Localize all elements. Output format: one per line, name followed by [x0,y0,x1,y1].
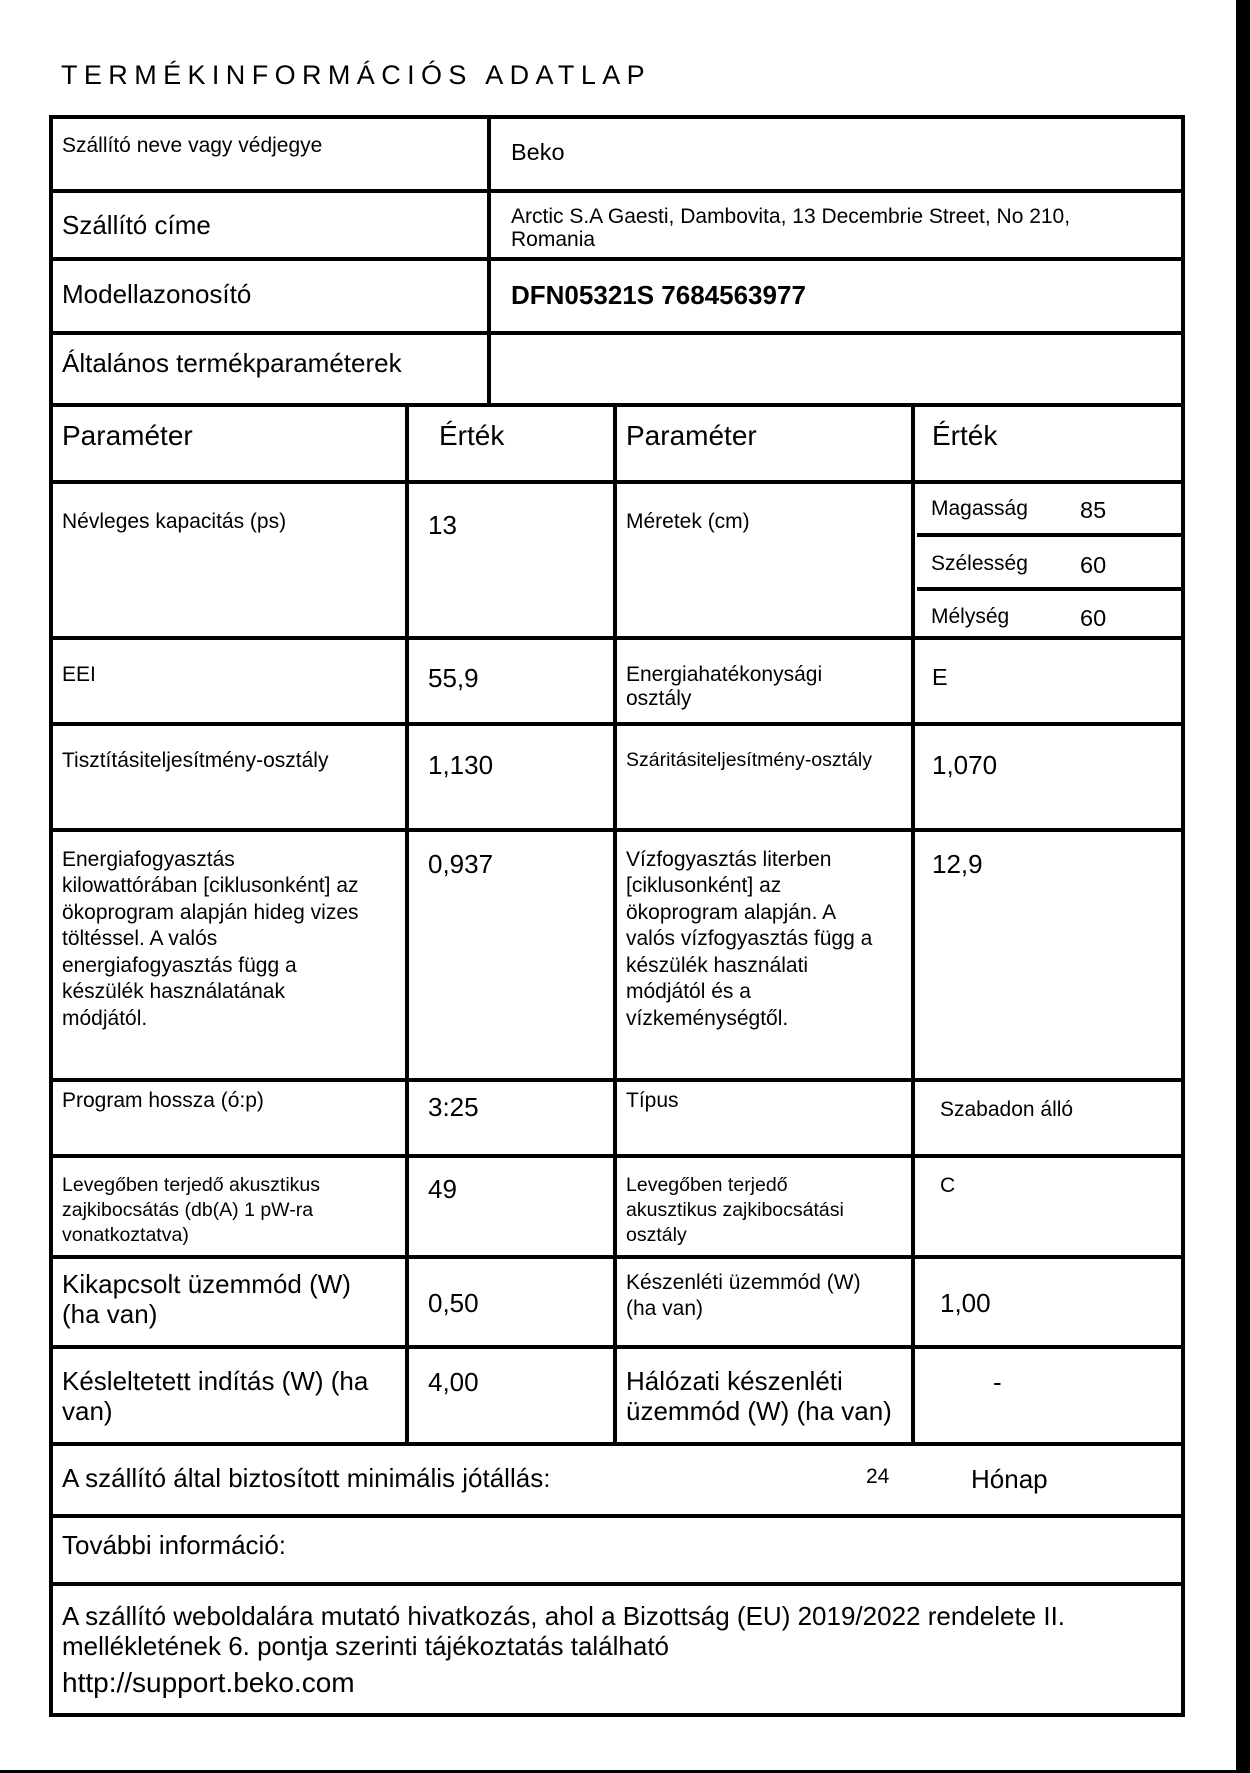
capacity-label: Névleges kapacitás (ps) [62,510,287,533]
warranty-value: 24 [866,1465,890,1488]
energy-consumption-value: 0,937 [428,849,494,879]
warranty-label: A szállító által biztosított minimális jótállás: [62,1463,551,1493]
dimensions-label: Méretek (cm) [626,510,750,533]
energy-class-label: Energiahatékonysági osztály [626,663,823,711]
rule [49,722,1185,726]
rule [917,533,1185,537]
rule [49,1078,1185,1082]
header-value-right: Érték [932,420,998,451]
supplier-website-link[interactable]: http://support.beko.com [62,1667,355,1698]
supplier-address-value: Arctic S.A Gaesti, Dambovita, 13 Decembrie Street, No 210, Romania [511,205,1071,252]
width-label: Szélesség [931,552,1028,575]
program-duration-value: 3:25 [428,1092,479,1122]
delayed-start-label: Késleltetett indítás (W) (ha van) [62,1366,369,1426]
drying-value: 1,070 [932,750,998,780]
further-info-label: További információ: [62,1530,286,1560]
general-params-label: Általános termékparaméterek [62,348,402,378]
height-label: Magasság [931,497,1028,520]
capacity-value: 13 [428,510,457,540]
frame-left [49,115,53,1717]
network-standby-value: - [993,1367,1002,1397]
depth-value: 60 [1080,605,1107,631]
rule [487,115,491,405]
rule [49,257,1185,261]
rule [49,480,1185,484]
noise-label: Levegőben terjedő akusztikus zajkibocsátás (db(A) 1 pW-ra vonatkoztatva) [62,1174,321,1246]
rule [49,1582,1185,1586]
off-mode-value: 0,50 [428,1288,479,1318]
header-parameter-left: Paraméter [62,420,193,451]
standby-mode-label: Készenléti üzemmód (W) (ha van) [626,1271,861,1320]
energy-consumption-label: Energiafogyasztás kilowattórában [ciklusonként] az ökoprogram alapján hideg vizes töltéssel. A valós energiafogyasztás függ a készülék használatának módjától. [62,848,359,1030]
energy-class-value: E [932,664,948,690]
supplier-name-label: Szállító neve vagy védjegye [62,134,323,157]
height-value: 85 [1080,497,1107,523]
standby-mode-value: 1,00 [940,1288,991,1318]
cleaning-value: 1,130 [428,750,494,780]
rule [49,331,1185,335]
rule [49,403,1185,407]
rule [49,1255,1185,1259]
rule [49,1514,1185,1518]
water-consumption-value: 12,9 [932,849,983,879]
header-value-left: Érték [439,420,505,451]
frame-bottom [49,1713,1185,1717]
eei-value: 55,9 [428,663,479,693]
model-label: Modellazonosító [62,279,252,309]
network-standby-label: Hálózati készenléti üzemmód (W) (ha van) [626,1366,892,1426]
rule [49,828,1185,832]
off-mode-label: Kikapcsolt üzemmód (W) (ha van) [62,1269,351,1329]
noise-class-label: Levegőben terjedő akusztikus zajkibocsátási osztály [626,1174,844,1246]
water-consumption-label: Vízfogyasztás literben [ciklusonként] az ökoprogram alapján. A valós vízfogyasztás függ a készülék használati módjától és a vízkeménységtől. [626,848,873,1030]
type-value: Szabadon álló [940,1098,1074,1121]
rule [49,1442,1185,1446]
supplier-address-label: Szállító címe [62,210,211,240]
noise-value: 49 [428,1174,457,1204]
rule [49,1154,1185,1158]
rule [405,403,409,1445]
supplier-website-text: A szállító weboldalára mutató hivatkozás, ahol a Bizottság (EU) 2019/2022 rendelete II. mellékletének 6. pontja szerinti tájékoztatás található [62,1601,1066,1662]
delayed-start-value: 4,00 [428,1367,479,1397]
eei-label: EEI [62,663,96,686]
rule [911,403,915,1445]
supplier-name-value: Beko [511,139,565,165]
rule [49,636,1185,640]
model-value: DFN05321S 7684563977 [511,280,806,310]
cleaning-label: Tisztításiteljesítmény-osztály [62,749,329,772]
type-label: Típus [626,1089,679,1112]
drying-label: Száritásiteljesítmény-osztály [626,749,872,771]
noise-class-value: C [940,1174,956,1197]
header-parameter-right: Paraméter [626,420,757,451]
rule [49,189,1185,193]
rule [917,587,1185,591]
width-value: 60 [1080,552,1107,578]
frame-right [1181,115,1185,1717]
rule [49,1345,1185,1349]
frame-top [49,115,1185,119]
depth-label: Mélység [931,605,1010,628]
warranty-unit: Hónap [971,1464,1048,1494]
rule [613,403,617,1445]
program-duration-label: Program hossza (ó:p) [62,1089,264,1112]
page-title: TERMÉKINFORMÁCIÓS ADATLAP [61,60,652,90]
